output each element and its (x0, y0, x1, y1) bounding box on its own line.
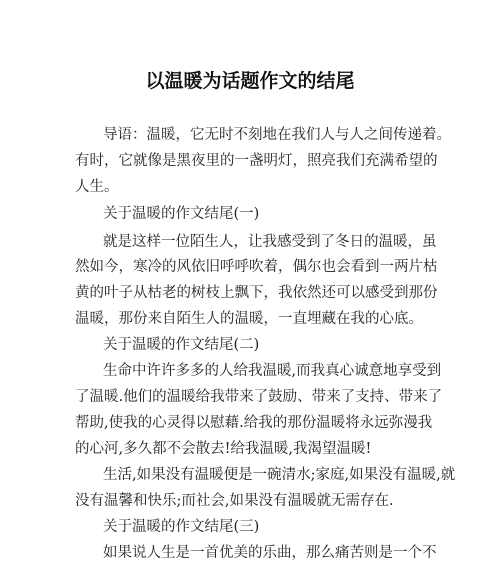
section-1-heading: 关于温暖的作文结尾(一) (103, 206, 260, 222)
section-1-line: 黄的叶子从枯老的树枝上飘下，我依然还可以感受到那份 (75, 285, 438, 301)
section-2-line: 的心河,多久都不会散去!给我温暖,我渴望温暖! (75, 441, 372, 457)
section-2-line: 帮助,使我的心灵得以慰藉.给我的那份温暖将永远弥漫我 (75, 415, 433, 431)
section-2-line: 生命中许许多多的人给我温暖,而我真心诚意地享受到 (103, 363, 442, 379)
section-1-line: 就是这样一位陌生人，让我感受到了冬日的温暖，虽 (103, 234, 437, 250)
intro-line-2: 有时，它就像是黑夜里的一盏明灯，照亮我们充满希望的 (75, 153, 438, 169)
section-2-line: 了温暖.他们的温暖给我带来了鼓励、带来了支持、带来了 (75, 389, 443, 405)
section-3-heading: 关于温暖的作文结尾(三) (103, 519, 260, 535)
section-1-line: 温暖，那份来自陌生人的温暖，一直埋藏在我的心底。 (75, 311, 423, 327)
intro-line-3: 人生。 (75, 179, 119, 195)
section-2-heading: 关于温暖的作文结尾(二) (103, 337, 260, 353)
document-title: 以温暖为话题作文的结尾 (145, 70, 355, 92)
section-2-line: 没有温馨和快乐;而社会,如果没有温暖就无需存在. (75, 493, 394, 509)
intro-line-1: 导语：温暖，它无时不刻地在我们人与人之间传递着。 (103, 127, 451, 143)
section-1-line: 然如今，寒冷的风依旧呼呼吹着，偶尔也会看到一两片枯 (75, 259, 438, 275)
section-3-line: 如果说人生是一首优美的乐曲，那么痛苦则是一个不 (103, 545, 437, 561)
section-2-line: 生活,如果没有温暖便是一碗清水;家庭,如果没有温暖,就 (103, 467, 456, 483)
